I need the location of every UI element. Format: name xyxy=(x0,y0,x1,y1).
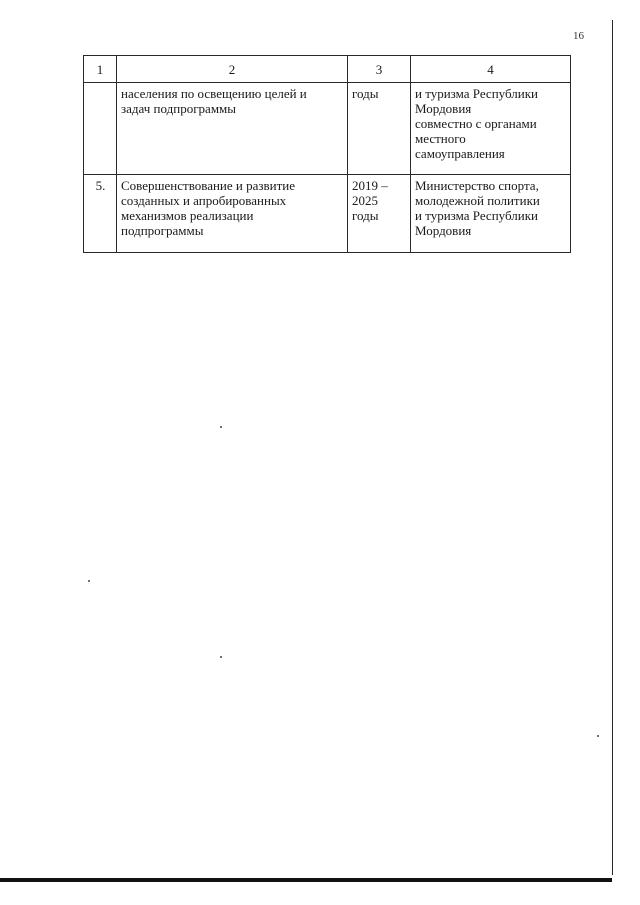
cell-line: местного xyxy=(415,131,466,146)
scan-speck xyxy=(220,426,222,428)
header-cell-4: 4 xyxy=(411,56,571,83)
header-cell-1: 1 xyxy=(84,56,117,83)
scan-speck xyxy=(220,656,222,658)
program-table xyxy=(83,55,571,253)
activity-cell xyxy=(117,83,348,175)
cell-line: подпрограммы xyxy=(121,223,204,238)
cell-line: Мордовия xyxy=(415,101,472,116)
cell-line: Мордовия xyxy=(415,223,472,238)
table-row xyxy=(84,83,571,175)
cell-line: созданных и апробированных xyxy=(121,193,287,208)
cell-line: 2025 xyxy=(352,193,378,208)
cell-line: Совершенствование и развитие xyxy=(121,178,296,193)
cell-line: Министерство спорта, xyxy=(415,178,539,193)
header-cell-3: 3 xyxy=(348,56,411,83)
scan-speck xyxy=(88,580,90,582)
row-number: 5. xyxy=(95,178,106,193)
cell-line: механизмов реализации xyxy=(121,208,254,223)
scan-speck xyxy=(597,735,599,737)
cell-line: годы xyxy=(352,208,379,223)
table-row xyxy=(84,175,571,253)
cell-line: годы xyxy=(352,86,379,101)
cell-line: молодежной политики xyxy=(415,193,540,208)
cell-line: совместно с органами xyxy=(415,116,537,131)
scan-bottom-edge xyxy=(0,878,612,882)
scan-right-edge xyxy=(612,20,613,875)
row-number-cell xyxy=(84,175,117,253)
table-header-row xyxy=(84,56,571,83)
row-number-cell xyxy=(84,83,117,175)
activity-cell xyxy=(117,175,348,253)
period-cell xyxy=(348,175,411,253)
cell-line: и туризма Республики xyxy=(415,86,538,101)
page-number: 16 xyxy=(573,30,584,42)
cell-line: и туризма Республики xyxy=(415,208,538,223)
executor-cell xyxy=(411,175,571,253)
header-cell-2: 2 xyxy=(117,56,348,83)
cell-line: задач подпрограммы xyxy=(121,101,237,116)
executor-cell xyxy=(411,83,571,175)
cell-line: 2019 – xyxy=(352,178,388,193)
period-cell xyxy=(348,83,411,175)
cell-line: населения по освещению целей и xyxy=(121,86,307,101)
cell-line: самоуправления xyxy=(415,146,505,161)
